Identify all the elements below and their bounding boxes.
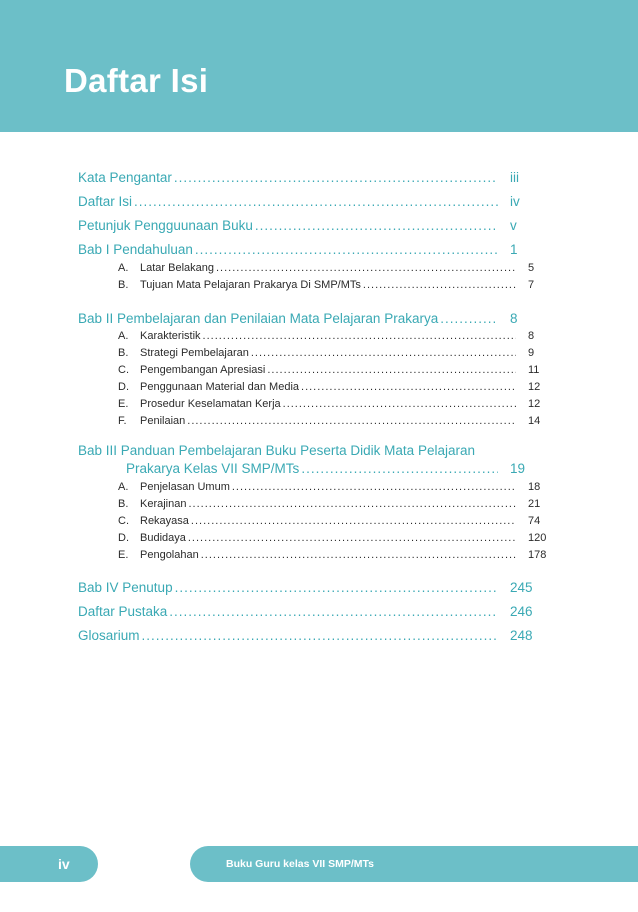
toc-label: Bab II Pembelajaran dan Penilaian Mata Pelajaran Prakarya xyxy=(78,311,439,326)
toc-page-number: v xyxy=(510,218,517,233)
dot-leader xyxy=(201,549,516,561)
toc-label: Penggunaan Material dan Media xyxy=(140,381,300,393)
toc-letter: E. xyxy=(118,398,129,410)
toc-subentry[interactable] xyxy=(118,532,548,544)
toc-entry-bab-1[interactable] xyxy=(78,242,530,257)
toc-subentry[interactable] xyxy=(118,415,548,427)
toc-subentry[interactable] xyxy=(118,498,548,510)
toc-page-number: 21 xyxy=(528,498,541,510)
toc-label: Karakteristik xyxy=(140,330,201,342)
toc-page-number: iv xyxy=(510,194,520,209)
toc-subentry[interactable] xyxy=(118,398,548,410)
toc-entry-bab-3[interactable] xyxy=(126,461,530,476)
dot-leader xyxy=(169,604,498,619)
toc-label: Strategi Pembelajaran xyxy=(140,347,249,359)
dot-leader xyxy=(301,461,498,476)
dot-leader xyxy=(188,532,516,544)
toc-label: Daftar Isi xyxy=(78,194,133,209)
toc-page-number: 7 xyxy=(528,279,535,291)
toc-label: Bab I Pendahuluan xyxy=(78,242,193,257)
dot-leader xyxy=(216,262,516,274)
toc-page-number: 12 xyxy=(528,381,541,393)
toc-subentry[interactable] xyxy=(118,279,548,291)
toc-entry-bab-2[interactable] xyxy=(78,311,530,326)
toc-page-number: 5 xyxy=(528,262,535,274)
footer-page-tab xyxy=(0,846,98,882)
toc-subentry[interactable] xyxy=(118,549,548,561)
toc-page-number: 14 xyxy=(528,415,541,427)
toc-label: Kata Pengantar xyxy=(78,170,172,185)
toc-letter: D. xyxy=(118,532,129,544)
toc-entry-daftar-pustaka[interactable] xyxy=(78,604,533,619)
toc-label: Penjelasan Umum xyxy=(140,481,230,493)
toc-label: Pengolahan xyxy=(140,549,199,561)
toc-page-number: 19 xyxy=(510,461,526,476)
dot-leader xyxy=(255,218,498,233)
toc-page-number: 178 xyxy=(528,549,547,561)
toc-label: Daftar Pustaka xyxy=(78,604,168,619)
toc-letter: B. xyxy=(118,498,129,510)
toc-subentry[interactable] xyxy=(118,262,548,274)
toc-subentry[interactable] xyxy=(118,330,548,342)
toc-label: Bab IV Penutup xyxy=(78,580,173,595)
dot-leader xyxy=(142,628,498,643)
dot-leader xyxy=(267,364,516,376)
toc-entry-bab-4[interactable] xyxy=(78,580,533,595)
toc-letter: B. xyxy=(118,347,129,359)
dot-leader xyxy=(191,515,516,527)
toc-letter: A. xyxy=(118,262,129,274)
dot-leader xyxy=(175,580,498,595)
toc-label: Budidaya xyxy=(140,532,186,544)
dot-leader xyxy=(232,481,516,493)
dot-leader xyxy=(301,381,516,393)
toc-letter: C. xyxy=(118,515,129,527)
dot-leader xyxy=(188,498,516,510)
toc-letter: F. xyxy=(118,415,127,427)
toc-letter: B. xyxy=(118,279,129,291)
footer-page-number: iv xyxy=(58,856,70,872)
toc-letter: C. xyxy=(118,364,129,376)
toc-label: Prosedur Keselamatan Kerja xyxy=(140,398,281,410)
footer-book-title: Buku Guru kelas VII SMP/MTs xyxy=(226,858,375,870)
toc-page-number: 8 xyxy=(510,311,518,326)
toc-label: Penilaian xyxy=(140,415,186,427)
toc-entry-kata-pengantar[interactable] xyxy=(78,170,530,185)
toc-page-number: iii xyxy=(510,170,519,185)
page-title: Daftar Isi xyxy=(64,62,209,99)
toc-entry-bab-3-line1[interactable]: Bab III Panduan Pembelajaran Buku Peserta Didik Mata Pelajaran xyxy=(78,443,475,458)
toc-page-number: 1 xyxy=(510,242,518,257)
toc-letter: D. xyxy=(118,381,129,393)
dot-leader xyxy=(283,398,516,410)
toc-letter: A. xyxy=(118,481,129,493)
toc-label: Tujuan Mata Pelajaran Prakarya Di SMP/MTs xyxy=(140,279,361,291)
toc-page-number: 246 xyxy=(510,604,533,619)
toc-label: Rekayasa xyxy=(140,515,189,527)
toc-label: Glosarium xyxy=(78,628,140,643)
toc-entry-daftar-isi[interactable] xyxy=(78,194,530,209)
toc-page-number: 12 xyxy=(528,398,541,410)
toc-page-number: 9 xyxy=(528,347,535,359)
dot-leader xyxy=(187,415,516,427)
toc-entry-glosarium[interactable] xyxy=(78,628,533,643)
dot-leader xyxy=(195,242,498,257)
toc-subentry[interactable] xyxy=(118,515,548,527)
dot-leader xyxy=(363,279,516,291)
toc-page-number: 245 xyxy=(510,580,533,595)
toc-page-number: 74 xyxy=(528,515,541,527)
toc-letter: A. xyxy=(118,330,129,342)
toc-page-number: 18 xyxy=(528,481,541,493)
toc-label: Pengembangan Apresiasi xyxy=(140,364,266,376)
toc-letter: E. xyxy=(118,549,129,561)
toc-page-number: 248 xyxy=(510,628,533,643)
dot-leader xyxy=(203,330,516,342)
toc-page-number: 8 xyxy=(528,330,535,342)
dot-leader xyxy=(174,170,498,185)
toc-label: Prakarya Kelas VII SMP/MTs xyxy=(126,461,300,476)
dot-leader xyxy=(134,194,498,209)
toc-label: Kerajinan xyxy=(140,498,187,510)
toc-page-number: 11 xyxy=(528,364,540,376)
toc-subentry[interactable] xyxy=(118,364,548,376)
toc-label: Latar Belakang xyxy=(140,262,214,274)
dot-leader xyxy=(440,311,498,326)
toc-entry-petunjuk[interactable] xyxy=(78,218,530,233)
toc-subentry[interactable] xyxy=(118,381,548,393)
toc-subentry[interactable] xyxy=(118,347,548,359)
dot-leader xyxy=(251,347,516,359)
toc-page-number: 120 xyxy=(528,532,547,544)
toc-label: Petunjuk Pengguunaan Buku xyxy=(78,218,253,233)
toc-subentry[interactable] xyxy=(118,481,548,493)
